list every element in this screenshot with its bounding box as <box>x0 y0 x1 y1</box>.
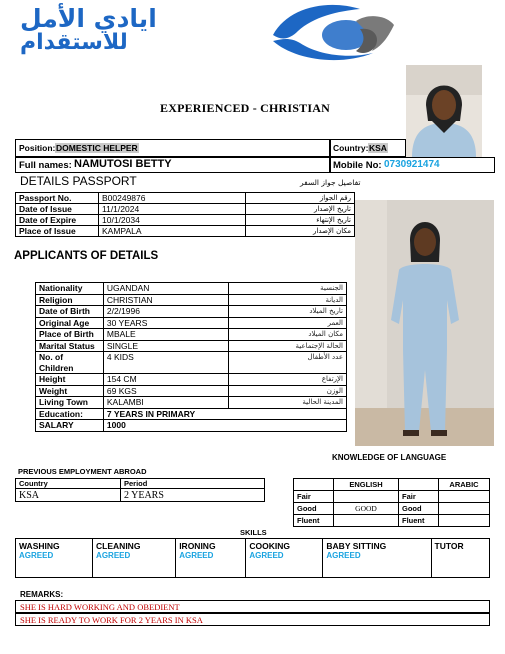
lang-english-good-value: GOOD <box>334 503 399 515</box>
passport-row-arabic: تاريخ الإصدار <box>246 204 355 215</box>
applicant-row-label: Weight <box>36 385 104 397</box>
education-row <box>36 408 347 420</box>
salary-row <box>36 420 347 432</box>
passport-row-label: Date of Issue <box>16 204 99 215</box>
skill-name: TUTOR <box>434 541 464 551</box>
skill-cell <box>176 539 246 578</box>
country-value: KSA <box>369 143 387 153</box>
applicant-row <box>36 283 347 295</box>
remark-line-2: SHE IS READY TO WORK FOR 2 YEARS IN KSA <box>15 613 490 626</box>
applicant-row-value: 30 YEARS <box>103 317 229 329</box>
applicant-row-value: 4 KIDS <box>103 352 229 374</box>
skill-value: AGREED <box>19 551 54 560</box>
lang-col-english: ENGLISH <box>334 479 399 491</box>
applicant-row-label: Original Age <box>36 317 104 329</box>
lang-arabic-good <box>439 503 490 515</box>
applicant-row-arabic: تاريخ الميلاد <box>229 306 347 318</box>
applicant-row-arabic: الحالة الإجتماعية <box>229 340 347 352</box>
skill-value: AGREED <box>179 551 214 560</box>
applicant-row-label: Nationality <box>36 283 104 295</box>
salary-value: 1000 <box>103 420 346 432</box>
language-table <box>293 478 490 527</box>
applicant-row-label: Place of Birth <box>36 329 104 341</box>
skill-name: IRONING <box>179 541 216 551</box>
portrait-photo <box>406 65 482 157</box>
applicant-row <box>36 317 347 329</box>
passport-row <box>16 193 355 204</box>
applicant-row-label: No. of Children <box>36 352 104 374</box>
skill-name: WASHING <box>19 541 60 551</box>
applicant-row <box>36 385 347 397</box>
language-heading: KNOWLEDGE OF LANGUAGE <box>332 453 447 462</box>
applicant-row <box>36 306 347 318</box>
passport-table <box>15 192 355 237</box>
applicant-row-arabic: الوزن <box>229 385 347 397</box>
applicants-heading: APPLICANTS OF DETAILS <box>14 250 159 262</box>
lang-level-fair: Fair <box>294 491 334 503</box>
document-title: EXPERIENCED - CHRISTIAN <box>160 101 330 115</box>
skills-heading: SKILLS <box>240 528 267 537</box>
applicant-row-value: 154 CM <box>103 374 229 386</box>
applicant-row-label: Date of Birth <box>36 306 104 318</box>
prev-col-country: Country <box>16 479 121 489</box>
passport-heading-arabic: تفاصيل جواز السفر <box>300 178 361 187</box>
applicant-row <box>36 397 347 409</box>
passport-row-arabic: رقم الجواز <box>246 193 355 204</box>
passport-row <box>16 215 355 226</box>
applicant-table <box>35 282 347 432</box>
fullname-value: NAMUTOSI BETTY <box>74 158 172 170</box>
skill-cell <box>431 539 489 578</box>
applicant-row-arabic: الإرتفاع <box>229 374 347 386</box>
skills-table <box>15 538 490 578</box>
passport-row-label: Passport No. <box>16 193 99 204</box>
applicant-row-arabic: العمر <box>229 317 347 329</box>
applicant-row <box>36 294 347 306</box>
education-value: 7 YEARS IN PRIMARY <box>103 408 346 420</box>
skill-value: AGREED <box>96 551 131 560</box>
education-label: Education: <box>36 408 104 420</box>
passport-row <box>16 226 355 237</box>
remarks-heading: REMARKS: <box>20 590 64 599</box>
logo-arabic-line2: للاستقدام <box>20 30 128 55</box>
passport-heading: DETAILS PASSPORT <box>20 174 137 188</box>
lang-level-fluent-ar: Fluent <box>399 515 439 527</box>
prev-period-value: 2 YEARS <box>121 489 265 502</box>
lang-spacer <box>399 479 439 491</box>
passport-row-label: Place of Issue <box>16 226 99 237</box>
passport-row-arabic: تاريخ الإنتهاء <box>246 215 355 226</box>
country-label: Country: <box>333 143 369 153</box>
applicant-row-arabic: الجنسية <box>229 283 347 295</box>
passport-row-arabic: مكان الإصدار <box>246 226 355 237</box>
applicant-row <box>36 374 347 386</box>
applicant-row-arabic: مكان الميلاد <box>229 329 347 341</box>
previous-employment-table <box>15 478 265 502</box>
mobile-label: Mobile No: <box>333 160 382 171</box>
passport-row-label: Date of Expire <box>16 215 99 226</box>
applicant-row-value: UGANDAN <box>103 283 229 295</box>
lang-corner <box>294 479 334 491</box>
logo-arabic-line1: ايادي الأمل <box>20 4 157 33</box>
lang-level-fluent: Fluent <box>294 515 334 527</box>
skill-name: COOKING <box>249 541 290 551</box>
passport-row-value: KAMPALA <box>99 226 246 237</box>
prev-col-period: Period <box>121 479 265 489</box>
skill-name: BABY SITTING <box>326 541 387 551</box>
remark-line-1: SHE IS HARD WORKING AND OBEDIENT <box>15 600 490 613</box>
applicant-row-label: Religion <box>36 294 104 306</box>
fullname-label: Full names: <box>19 160 72 171</box>
full-body-photo <box>355 200 494 446</box>
applicant-row-value: SINGLE <box>103 340 229 352</box>
lang-level-good-ar: Good <box>399 503 439 515</box>
prev-country-value: KSA <box>16 489 121 502</box>
passport-row-value: 10/1/2034 <box>99 215 246 226</box>
salary-label: SALARY <box>36 420 104 432</box>
passport-row-value: 11/1/2024 <box>99 204 246 215</box>
lang-arabic-fair <box>439 491 490 503</box>
applicant-row-value: 69 KGS <box>103 385 229 397</box>
lang-arabic-fluent <box>439 515 490 527</box>
applicant-row-value: MBALE <box>103 329 229 341</box>
applicant-row-arabic: عدد الأطفال <box>229 352 347 374</box>
skill-name: CLEANING <box>96 541 141 551</box>
skill-value: AGREED <box>249 551 284 560</box>
applicant-row <box>36 352 347 374</box>
applicant-row-label: Height <box>36 374 104 386</box>
lang-english-fluent <box>334 515 399 527</box>
position-label: Position: <box>19 143 56 153</box>
passport-row-value: B00249876 <box>99 193 246 204</box>
passport-row <box>16 204 355 215</box>
applicant-row-label: Marital Status <box>36 340 104 352</box>
hands-logo-icon <box>268 1 398 65</box>
applicant-row <box>36 329 347 341</box>
lang-level-good: Good <box>294 503 334 515</box>
skill-cell <box>323 539 431 578</box>
lang-english-fair <box>334 491 399 503</box>
applicant-row-label: Living Town <box>36 397 104 409</box>
applicant-row-value: KALAMBI <box>103 397 229 409</box>
applicant-row-arabic: المدينة الحالية <box>229 397 347 409</box>
applicant-row-value: 2/2/1996 <box>103 306 229 318</box>
skill-value: AGREED <box>326 551 361 560</box>
position-value: DOMESTIC HELPER <box>56 143 138 153</box>
lang-level-fair-ar: Fair <box>399 491 439 503</box>
applicant-row <box>36 340 347 352</box>
skill-cell <box>93 539 176 578</box>
mobile-value: 0730921474 <box>384 159 440 170</box>
lang-col-arabic: ARABIC <box>439 479 490 491</box>
skill-cell <box>246 539 323 578</box>
applicant-row-value: CHRISTIAN <box>103 294 229 306</box>
previous-employment-heading: PREVIOUS EMPLOYMENT ABROAD <box>18 467 147 476</box>
skill-cell <box>16 539 93 578</box>
applicant-row-arabic: الديانة <box>229 294 347 306</box>
